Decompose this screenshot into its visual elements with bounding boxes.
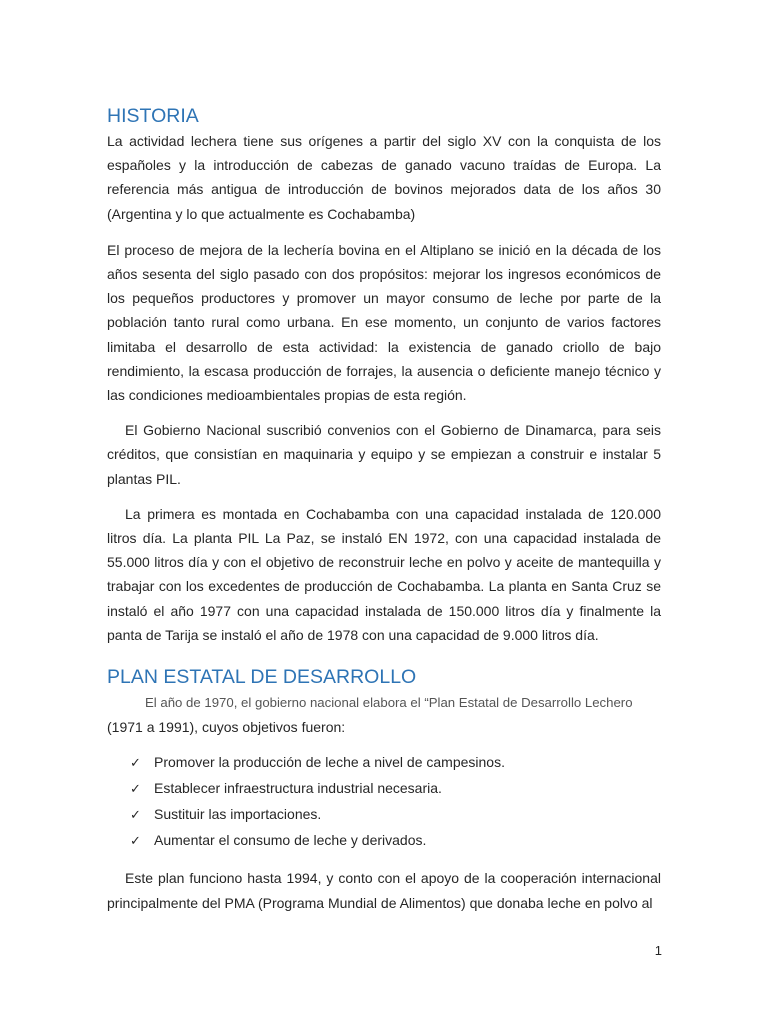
objective-text: Establecer infraestructura industrial necesaria.: [154, 780, 442, 797]
historia-paragraph-3: El Gobierno Nacional suscribió convenios con el Gobierno de Dinamarca, para seis créditos, que consistían en maquinaria y equipo y se empiezan a construir e instalar 5 plantas PIL.: [107, 422, 661, 487]
plan-intro: [107, 690, 661, 739]
list-item: [107, 776, 661, 802]
check-icon: ✓: [130, 782, 141, 798]
plan-intro-part-1: El año de 1970, el gobierno nacional elabora el “Plan Estatal de Desarrollo Lechero: [145, 695, 633, 711]
objective-text: Sustituir las importaciones.: [154, 806, 322, 823]
objective-text: Promover la producción de leche a nivel de campesinos.: [154, 754, 505, 771]
historia-paragraph-1: La actividad lechera tiene sus orígenes a partir del siglo XV con la conquista de los españoles y la introducción de cabezas de ganado vacuno traídas de Europa. La referencia más antigua de introducción de bovinos mejorados data de los años 30 (Argentina y lo que actualmente es Cochabamba): [107, 133, 661, 222]
list-item: [107, 802, 661, 828]
check-icon: ✓: [130, 808, 141, 824]
check-icon: ✓: [130, 756, 141, 772]
heading-plan-estatal: PLAN ESTATAL DE DESARROLLO: [107, 666, 417, 689]
heading-historia: HISTORIA: [107, 105, 199, 127]
list-item: [107, 828, 661, 854]
page-number: 1: [654, 943, 662, 958]
document-page: [107, 104, 661, 915]
historia-paragraph-2: El proceso de mejora de la lechería bovina en el Altiplano se inició en la década de los años sesenta del siglo pasado con dos propósitos: mejorar los ingresos económicos de los pequeños productores y promover un mayor consumo de leche por parte de la población tanto rural como urbana. En ese momento, un conjunto de varios factores limitaba el desarrollo de esta actividad: la existencia de ganado criollo de bajo rendimiento, la escasa producción de forrajes, la ausencia o deficiente manejo técnico y las condiciones medioambientales propias de esta región.: [107, 241, 661, 404]
objectives-list: [107, 750, 661, 854]
objective-text: Aumentar el consumo de leche y derivados.: [154, 832, 427, 849]
check-icon: ✓: [130, 834, 141, 850]
historia-paragraph-4: La primera es montada en Cochabamba con una capacidad instalada de 120.000 litros día. La planta PIL La Paz, se instaló EN 1972, con una capacidad instalada de 55.000 litros día y con el objetivo de reconstruir leche en polvo y aceite de mantequilla y trabajar con los excedentes de producción de Cochabamba. La planta en Santa Cruz se instaló el año 1977 con una capacidad instalada de 150.000 litros día y finalmente la panta de Tarija se instaló el año de 1978 con una capacidad de 9.000 litros día.: [107, 505, 661, 643]
plan-intro-part-2: (1971 a 1991), cuyos objetivos fueron:: [107, 719, 346, 736]
list-item: [107, 750, 661, 776]
plan-closing-paragraph: Este plan funciono hasta 1994, y conto con el apoyo de la cooperación internacional principalmente del PMA (Programa Mundial de Alimentos) que donaba leche en polvo al: [107, 870, 661, 911]
